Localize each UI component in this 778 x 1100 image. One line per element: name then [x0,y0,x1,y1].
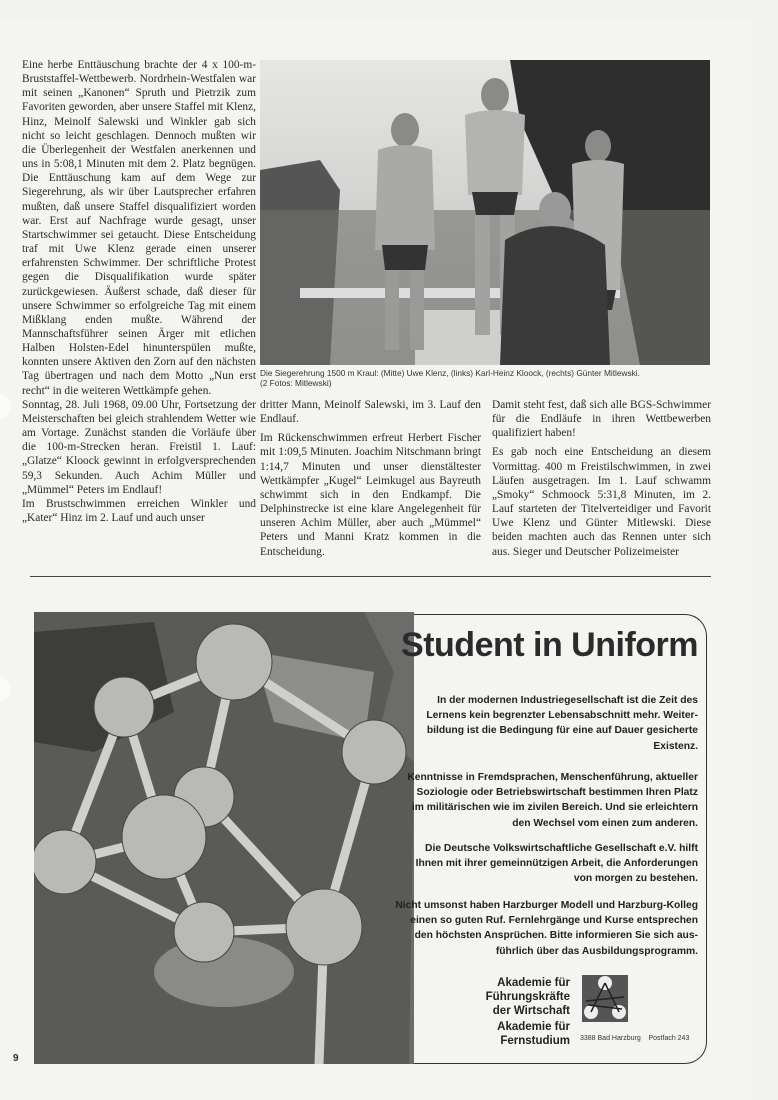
akademie-line: Akademie für [497,1021,570,1033]
ad-paragraph-4 [395,898,698,959]
ad-line: Kenntnisse in Fremdsprachen, Menschenführung, aktueller [407,772,698,783]
ad-address: 3388 Bad Harzburg Postfach 243 [580,1035,690,1042]
ad-line: im militärischen wie im zivilen Bereich. Und sie erleichtern [411,802,698,814]
ad-line: den Wechsel vom einen zum anderen. [512,817,698,829]
ad-line: den höchsten Ansprüchen. Bitte informieren Sie sich aus- [414,930,698,942]
ad-line: Existenz. [653,740,698,752]
akademie-line: Führungskräfte [485,991,570,1003]
article-column-2 [260,398,481,559]
caption-credit: (2 Fotos: Mitlewski) [260,378,332,388]
paragraph: Eine herbe Enttäuschung brachte der 4 x 100-m-Bruststaffel-Wettbewerb. Nordrhein-Westfalen war mit seinen „Kanonen“ Spruth und Pietrzik zum Favoriten geworden, aber unsere Staffel mit Klenz, Hinz, Meinolf Salewski und Winkler gab sich nicht so leicht geschlagen. Dennoch mußten wir die Überlegenheit der Westfalen anerkennen und uns in 5:08,1 Minuten mit dem 2. Platz begnügen. Die Enttäuschung kam auf dem Wege zur Siegerehrung, als wir über Lautsprecher erfahren mußten, daß unsere Staffel disqualifiziert worden war. Erst auf Nachfrage wurde gesagt, unser Startschwimmer sei getaucht. Diese Entscheidung traf mit Uwe Klenz gerade einen unserer erfahrensten Schwimmer. Der schriftliche Protest gegen die Disqualifikation wurde später zurückgewiesen. Äußerst schade, daß dieser für unsere Schwimmer so erfolgreiche Tag mit einem Mißklang enden mußte. Während der Mannschaftsführer seinen Ärger mit etlichen Halben Holsten-Edel hinunterspülen mußte, konnten unsere Aktiven den Zorn auf den nächsten Tag übertragen und nach dem Motto „Nun erst recht“ in die weiteren Wettkämpfe gehen. [22,59,256,397]
akademie-line: Fernstudium [500,1035,570,1047]
award-ceremony-photo [260,60,710,365]
ad-line: In der modernen Industriegesellschaft ist die Zeit des [437,695,698,706]
ad-line: Die Deutsche Volkswirtschaftliche Gesellschaft e.V. hilft [425,843,698,854]
ad-line: Lernens kein begrenzter Lebensabschnitt mehr. Weiter- [426,710,698,722]
section-divider [30,576,711,577]
akademie-logo-icon [582,975,628,1022]
ad-line: Soziologie oder Betriebswirtschaft bestimmen Ihren Platz [416,787,698,799]
ad-line: Nicht umsonst haben Harzburger Modell und Harzburg-Kolleg [395,900,698,911]
paragraph: Damit steht fest, daß sich alle BGS-Schwimmer für die Endläufe in ihren Wettbewerben qualifiziert haben! [492,399,711,440]
akademie-fernstudium [497,1020,570,1048]
ad-line: von morgen zu bestehen. [573,873,698,885]
paragraph: Im Brustschwimmen erreichen Winkler und „Kater“ Hinz im 2. Lauf und auch unser [22,497,256,524]
akademie-line: der Wirtschaft [492,1005,570,1017]
article-column-1 [22,58,256,525]
atomium-photo [34,612,414,1064]
akademie-line: Akademie für [497,977,570,989]
article-column-3 [492,398,711,559]
caption-line: Die Siegerehrung 1500 m Kraul: (Mitte) Uwe Klenz, (links) Karl-Heinz Kloock, (rechts) Günter Mitlewski. [260,368,640,378]
ad-line: führlich über das Ausbildungsprogramm. [495,945,698,957]
paragraph: Es gab noch eine Entscheidung an diesem Vormittag. 400 m Freistilschwimmen, in zwei Läufen ausgetragen. Im 1. Lauf schwamm „Smoky“ Schmoock 5:31,8 Minuten, im 2. Lauf starteten der Titelverteidiger und Favorit Uwe Klenz und Günter Mitlewski. Diese beiden machten auch das Rennen unter sich aus. Sieger und Deutscher Polizeimeister [492,446,711,558]
paragraph: Im Rückenschwimmen erfreut Herbert Fischer mit 1:09,5 Minuten. Joachim Nitschmann bringt 1:14,7 Minuten und unser dienstältester Wettkämpfer „Kugel“ Leimkugel aus Bayreuth schwimmt sich in den Endkampf. Die Delphinstrecke ist eine klare Angelegenheit für unseren Achim Müller, aber auch „Mümmel“ Peters und Manni Kratz kommen in die Entscheidung. [260,432,481,558]
ad-line: einen so guten Ruf. Fernlehrgänge und Kurse entsprechen [410,915,698,927]
paragraph: dritter Mann, Meinolf Salewski, im 3. Lauf den Endlauf. [260,399,481,426]
paragraph: Sonntag, 28. Juli 1968, 09.00 Uhr, Fortsetzung der Meisterschaften bei gleich strahlendem Wetter wie am Vortage. Zunächst standen die Vorläufe über die 100-m-Strecken heran. Freistil 1. Lauf: „Glatze“ Kloock gewinnt in erfolgversprechenden 59,3 Sekunden. Auch Achim Müller und „Mümmel“ Peters im Endlauf! [22,398,256,496]
photo-caption [260,368,712,388]
ad-headline: Student in Uniform [401,626,698,664]
akademie-fuehrungskraefte [486,976,570,1018]
page-number: 9 [13,1053,19,1064]
ad-paragraph-1 [426,693,698,754]
ad-line: Ihnen mit ihrer gemeinnützigen Arbeit, die Anforderungen [415,858,698,870]
ad-paragraph-3 [416,841,698,887]
ad-line: bildung ist die Bedingung für eine auf Dauer gesicherte [426,725,698,737]
ad-paragraph-2 [407,770,698,831]
